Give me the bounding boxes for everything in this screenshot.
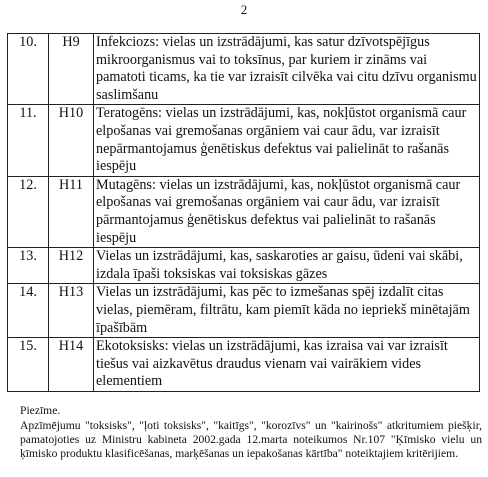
- hazard-description: Vielas un izstrādājumi, kas pēc to izmešanas spēj izdalīt citas vielas, piemēram, filtrātu, kam piemīt kāda no iepriekš minētajām īpašībām: [94, 284, 480, 338]
- row-number: 15.: [8, 338, 49, 392]
- page-number: 2: [240, 2, 248, 17]
- hazard-code: H11: [49, 176, 94, 247]
- table-row: [8, 248, 480, 284]
- row-number: 12.: [8, 176, 49, 247]
- hazard-code: H9: [49, 34, 94, 105]
- table-row: [8, 105, 480, 176]
- row-number: 11.: [8, 105, 49, 176]
- hazard-property-table: [7, 33, 480, 392]
- note-title: Piezīme.: [20, 404, 61, 417]
- table-row: [8, 34, 480, 105]
- hazard-code: H12: [49, 248, 94, 284]
- row-number: 10.: [8, 34, 49, 105]
- hazard-code: H14: [49, 338, 94, 392]
- table-row: [8, 284, 480, 338]
- hazard-description: Infekciozs: vielas un izstrādājumi, kas satur dzīvotspējīgus mikroorganismus vai to toksīnus, par kuriem ir zināms vai pamatoti ticams, ka tie var izraisīt cilvēka vai citu dzīvu organismu saslimšanu: [94, 34, 480, 105]
- table-row: [8, 176, 480, 247]
- hazard-description: Vielas un izstrādājumi, kas, saskaroties ar gaisu, ūdeni vai skābi, izdala īpaši toksiskas vai toksiskas gāzes: [94, 248, 480, 284]
- table-row: [8, 338, 480, 392]
- hazard-code: H13: [49, 284, 94, 338]
- note-text: Apzīmējumu "toksisks", "ļoti toksisks", "kaitīgs", "korozīvs" un "kairinošs" atkritumiem piešķir, pamatojoties uz Ministru kabineta 2002.gada 12.marta noteikumos Nr.107 "Ķīmisko vielu un ķīmisko produktu klasificēšanas, marķēšanas un iepakošanas kārtība" noteiktajiem kritērijiem.: [20, 419, 482, 460]
- hazard-description: Ekotoksisks: vielas un izstrādājumi, kas izraisa vai var izraisīt tiešus vai aizkavētus draudus vienam vai vairākiem vides elementiem: [94, 338, 480, 392]
- row-number: 14.: [8, 284, 49, 338]
- row-number: 13.: [8, 248, 49, 284]
- hazard-description: Mutagēns: vielas un izstrādājumi, kas, nokļūstot organismā caur elpošanas vai gremošanas orgāniem vai caur ādu, var izraisīt pārmantojamus ģenētiskus defektus vai palielināt to rašanās iespēju: [94, 176, 480, 247]
- hazard-code: H10: [49, 105, 94, 176]
- hazard-description: Teratogēns: vielas un izstrādājumi, kas, nokļūstot organismā caur elpošanas vai gremošanas orgāniem vai caur ādu, var izraisīt nepārmantojamus ģenētiskus defektus vai palielināt to rašanās iespēju: [94, 105, 480, 176]
